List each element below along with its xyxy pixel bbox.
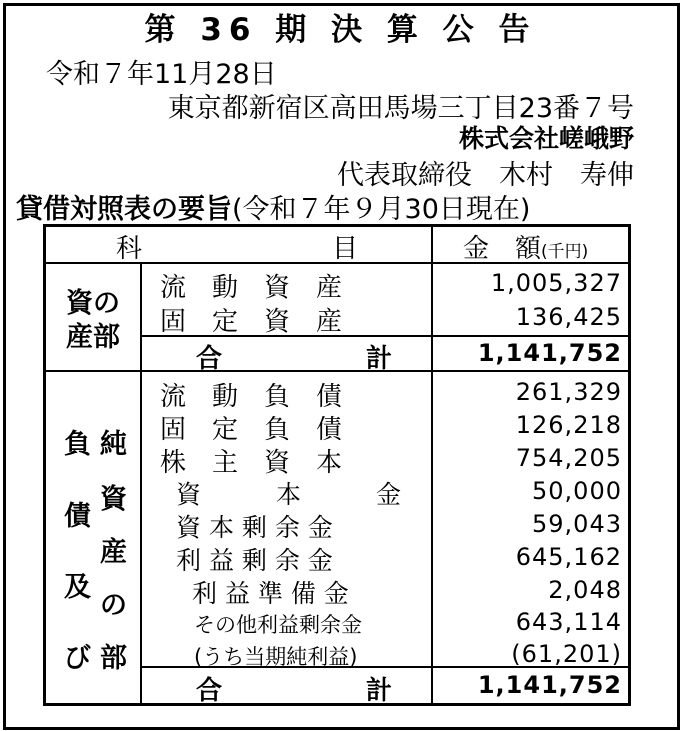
liabilities-total-label-right: 計 (366, 676, 393, 706)
liabilities-total-label-left: 合 (196, 676, 223, 706)
liabilities-label-char: 負 (64, 429, 91, 460)
asset-row-label: 流 動 資 産 (160, 273, 343, 303)
assets-section-label-line1: 資の (66, 288, 120, 319)
liability-row-value: 59,043 (532, 510, 622, 538)
liability-row-label: 利 益 剰 余 金 (176, 546, 333, 575)
liability-row-value: 645,162 (515, 543, 622, 571)
header-item-right: 目 (332, 234, 359, 264)
asset-row-value: 1,005,327 (490, 269, 622, 297)
header-item-left: 科 (116, 234, 143, 264)
balance-sheet-table (43, 224, 631, 706)
representative: 代表取締役 木村 寿伸 (337, 160, 634, 191)
liability-row-value: 2,048 (548, 576, 622, 604)
liability-row-value: 643,114 (515, 608, 622, 636)
asset-row-value: 136,425 (515, 303, 622, 331)
liability-row-label: 株 主 資 本 (160, 448, 343, 478)
assets-label-divider (140, 262, 142, 370)
liability-row-value: 754,205 (515, 444, 622, 472)
liability-row-label: 固 定 負 債 (160, 415, 343, 445)
liabilities-label-char: び (64, 643, 91, 674)
net-assets-label-char: 部 (100, 643, 127, 674)
liability-row-value: 126,218 (515, 411, 622, 439)
net-assets-label-char: 資 (100, 484, 127, 515)
company-name: 株式会社嵯峨野 (458, 124, 634, 153)
header-amount-label: 金 額 (463, 234, 542, 264)
liabilities-label-char: 及 (64, 572, 91, 603)
balance-sheet-heading (16, 187, 530, 226)
net-assets-label-char: の (100, 590, 127, 621)
assets-total-label-left: 合 (196, 344, 223, 374)
assets-section-label-line2: 産部 (66, 322, 120, 353)
header-amount (463, 228, 588, 265)
liabilities-label-divider (140, 372, 142, 703)
liability-row-label: 利 益 準 備 金 (192, 579, 349, 608)
notice-title: 第 36 期 決 算 公 告 (144, 12, 537, 48)
company-address: 東京都新宿区高田馬場三丁目23番７号 (167, 93, 634, 124)
asset-row-label: 固 定 資 産 (160, 307, 343, 337)
liability-row-value: (61,201) (511, 640, 622, 668)
liability-row-value: 261,329 (515, 378, 622, 406)
net-assets-label-char: 純 (100, 429, 127, 460)
liability-row-label: 資 本 金 (176, 480, 402, 509)
header-unit: (千円) (541, 242, 589, 262)
net-assets-label-char: 産 (100, 537, 127, 568)
heading-main: 貸借対照表の要旨 (16, 194, 232, 225)
liability-row-label: 資 本 剰 余 金 (176, 513, 333, 542)
notice-date: 令和７年11月28日 (46, 59, 277, 90)
liability-row-label: 流 動 負 債 (160, 382, 343, 412)
liability-row-label: (うち当期純利益) (194, 645, 358, 669)
liability-row-label: その他利益剰余金 (194, 613, 362, 637)
liability-row-value: 50,000 (532, 477, 622, 505)
section-divider (46, 370, 628, 372)
assets-total-value: 1,141,752 (477, 339, 622, 367)
liabilities-label-char: 債 (64, 501, 91, 532)
liabilities-total-value: 1,141,752 (477, 671, 622, 699)
assets-total-label-right: 計 (366, 344, 393, 374)
heading-date: (令和７年９月30日現在) (232, 194, 531, 225)
